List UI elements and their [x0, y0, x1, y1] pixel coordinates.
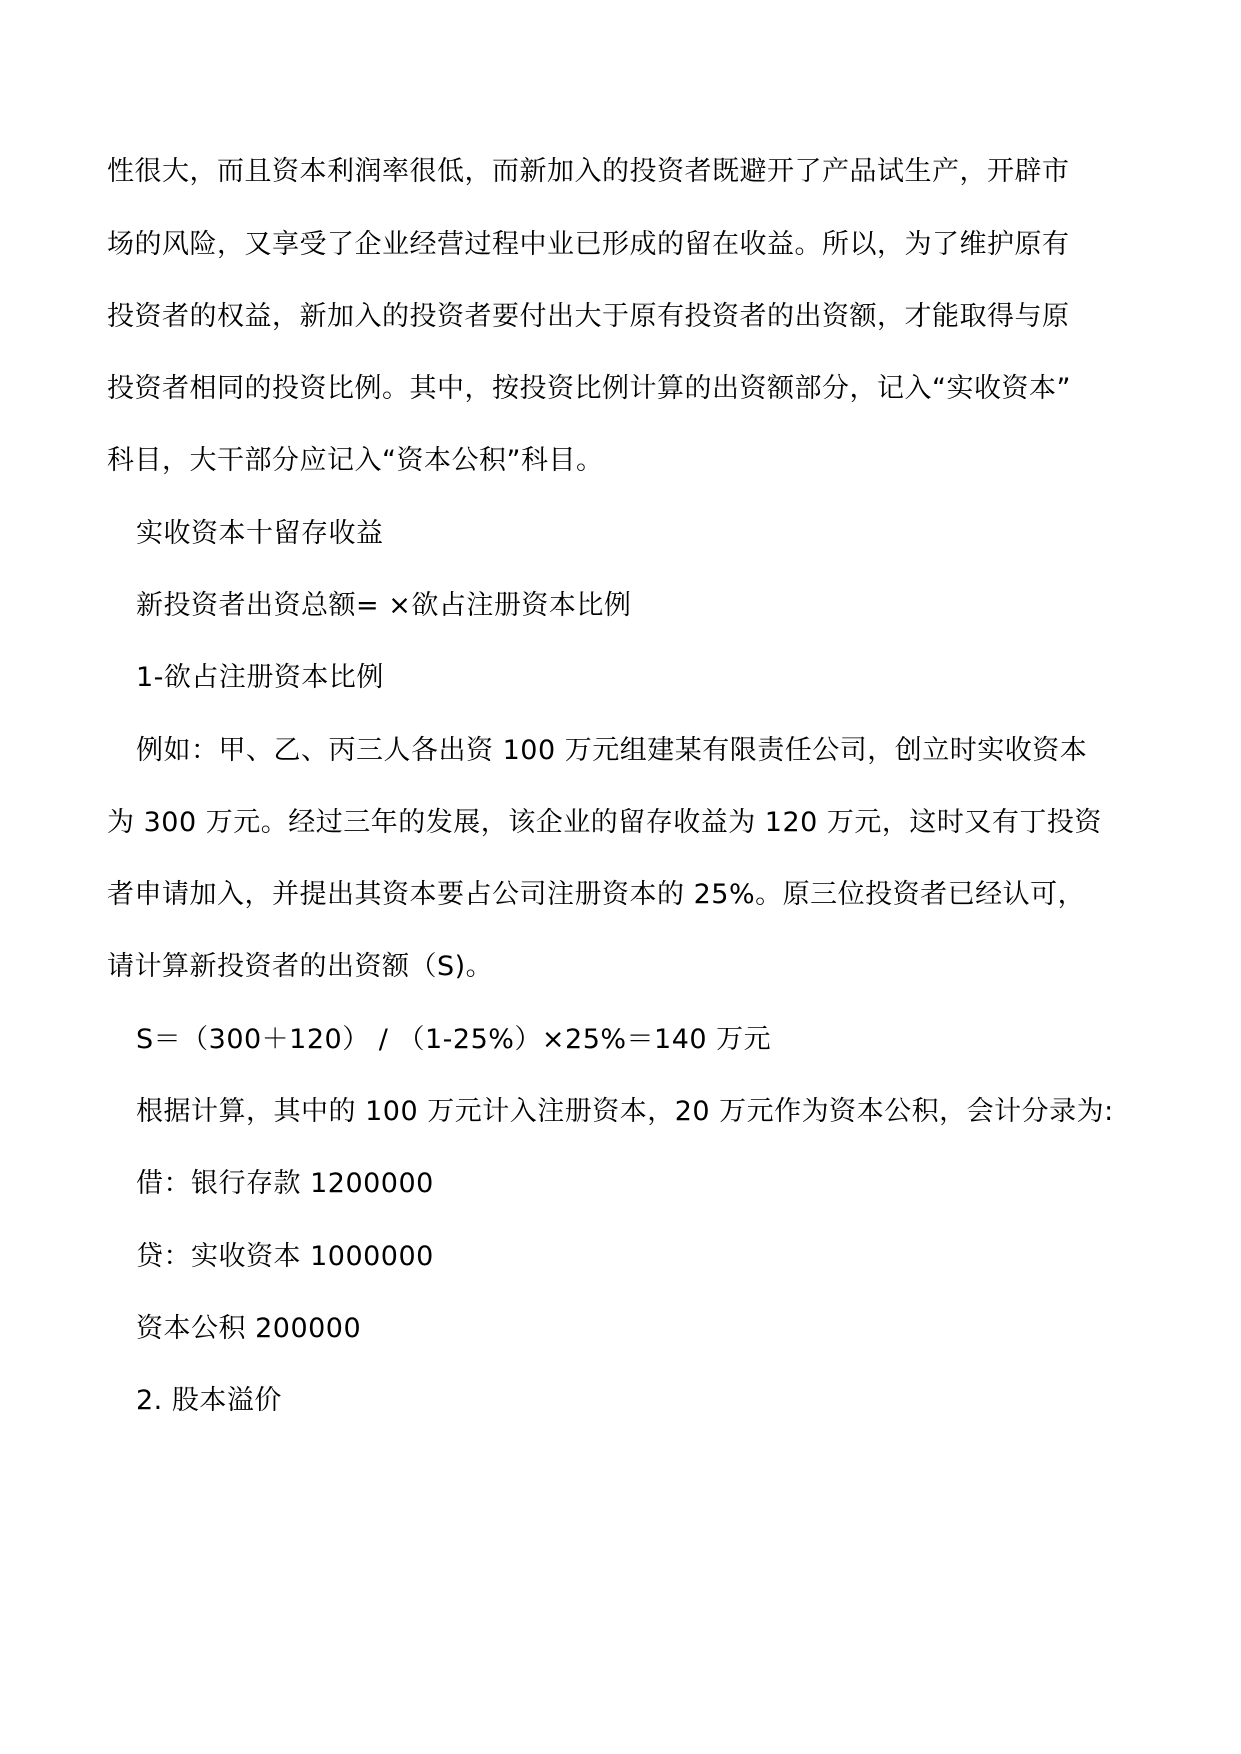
journal-entry-credit: 贷：实收资本 1000000: [136, 1241, 434, 1272]
journal-entry-debit: 借：银行存款 1200000: [136, 1168, 434, 1199]
formula-denominator: 1-欲占注册资本比例: [136, 662, 384, 693]
paragraph-line: 投资者的权益，新加入的投资者要付出大于原有投资者的出资额，才能取得与原: [107, 301, 1070, 332]
explanation-line: 根据计算，其中的 100 万元计入注册资本，20 万元作为资本公积，会计分录为:: [136, 1096, 1114, 1127]
example-line: 例如：甲、乙、丙三人各出资 100 万元组建某有限责任公司，创立时实收资本: [136, 735, 1088, 766]
section-heading: 2. 股本溢价: [136, 1385, 282, 1416]
calculation-line: S＝（300＋120） / （1-25%）×25%＝140 万元: [136, 1024, 772, 1055]
formula-main: 新投资者出资总额= ×欲占注册资本比例: [136, 590, 632, 621]
paragraph-line: 性很大，而且资本利润率很低，而新加入的投资者既避开了产品试生产，开辟市: [107, 156, 1070, 187]
example-line: 为 300 万元。经过三年的发展，该企业的留存收益为 120 万元，这时又有丁投资: [107, 807, 1102, 838]
paragraph-line: 场的风险，又享受了企业经营过程中业已形成的留在收益。所以，为了维护原有: [107, 229, 1070, 260]
paragraph-line: 投资者相同的投资比例。其中，按投资比例计算的出资额部分，记入“实收资本”: [107, 373, 1071, 404]
example-line: 者申请加入，并提出其资本要占公司注册资本的 25%。原三位投资者已经认可，: [107, 879, 1086, 910]
journal-entry-credit-2: 资本公积 200000: [136, 1313, 362, 1344]
example-line: 请计算新投资者的出资额（S)。: [107, 951, 494, 982]
paragraph-line: 科目，大干部分应记入“资本公积”科目。: [107, 445, 604, 476]
formula-numerator: 实收资本十留存收益: [136, 518, 384, 549]
